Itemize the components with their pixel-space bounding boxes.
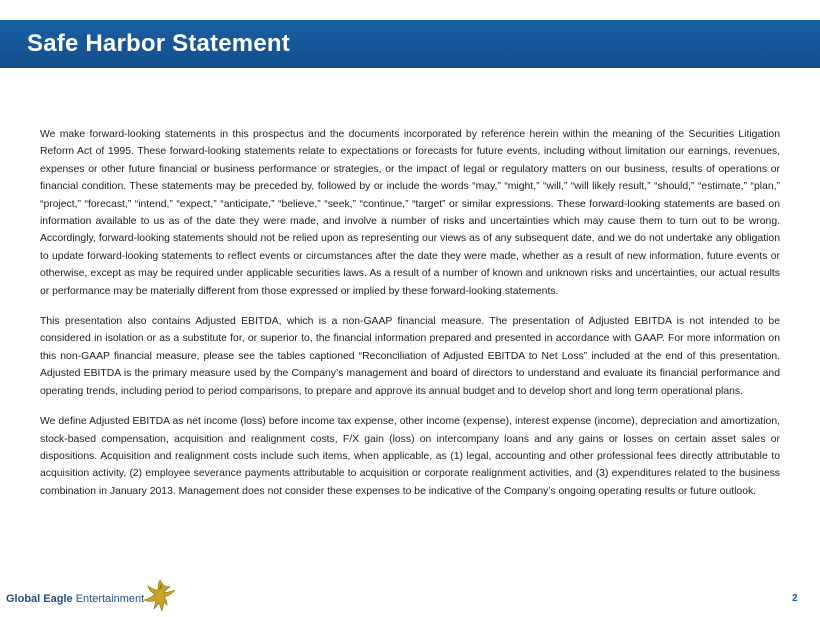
paragraph-ebitda-definition: We define Adjusted EBITDA as net income (loss) before income tax expense, other income (expense), interest expense (income), depreciation and amortization, stock-based compensation, acquisition and realignment costs, F/X gain (loss) on intercompany loans and any gains or losses on certain asset sales or dispositions. Acquisition and realignment costs include such items, when applicable, as (1) legal, accounting and other professional fees directly attributable to acquisition activity, (2) employee severance payments attributable to acquisition or corporate realignment activities, and (3) expenditures related to the business combination in January 2013. Management does not consider these expenses to be indicative of the Company’s ongoing operating results or future outlook. (40, 416, 780, 497)
paragraph-adjusted-ebitda: This presentation also contains Adjusted EBITDA, which is a non-GAAP financial measure. The presentation of Adjusted EBITDA is not intended to be considered in isolation or as a substitute for, or superior to, the financial information prepared and presented in accordance with GAAP. For more information on this non-GAAP financial measure, please see the tables captioned “Reconciliation of Adjusted EBITDA to Net Loss” included at the end of this presentation. Adjusted EBITDA is the primary measure used by the Company’s management and board of directors to understand and evaluate its financial performance and operating trends, including period to period comparisons, to prepare and approve its annual budget and to develop short and long term operational plans. (40, 316, 780, 397)
eagle-icon (140, 578, 178, 614)
page-number: 2 (792, 593, 798, 604)
logo-text (6, 593, 144, 605)
paragraph-forward-looking: We make forward-looking statements in this prospectus and the documents incorporated by reference herein within the meaning of the Securities Litigation Reform Act of 1995. These forward-looking statements relate to expectations or forecasts for future events, including without limitation our earnings, revenues, expenses or other future financial or business performance or strategies, or the impact of legal or regulatory matters on our business, results of operations or financial condition. These statements may be preceded by, followed by or include the words “may,” “might,” “will,” “will likely result,” “should,” “estimate,” “plan,” “project,” “forecast,” “intend,” “expect,” “anticipate,” “believe,” “seek,” “continue,” “target” or similar expressions. These forward-looking statements are based on information available to us as of the date they were made, and involve a number of risks and uncertainties which may cause them to turn out to be wrong. Accordingly, forward-looking statements should not be relied upon as representing our views as of any subsequent date, and we do not undertake any obligation to update forward-looking statements to reflect events or circumstances after the date they were made, whether as a result of new information, future events or otherwise, except as may be required under applicable securities laws. As a result of a number of known and unknown risks and uncertainties, our actual results or performance may be materially different from those expressed or implied by these forward-looking statements. (40, 129, 780, 297)
body-text (40, 126, 780, 513)
company-logo (6, 578, 186, 614)
logo-word-entertainment: Entertainment (72, 593, 145, 605)
page-title: Safe Harbor Statement (27, 30, 290, 57)
logo-word-global-eagle: Global Eagle (6, 593, 73, 605)
